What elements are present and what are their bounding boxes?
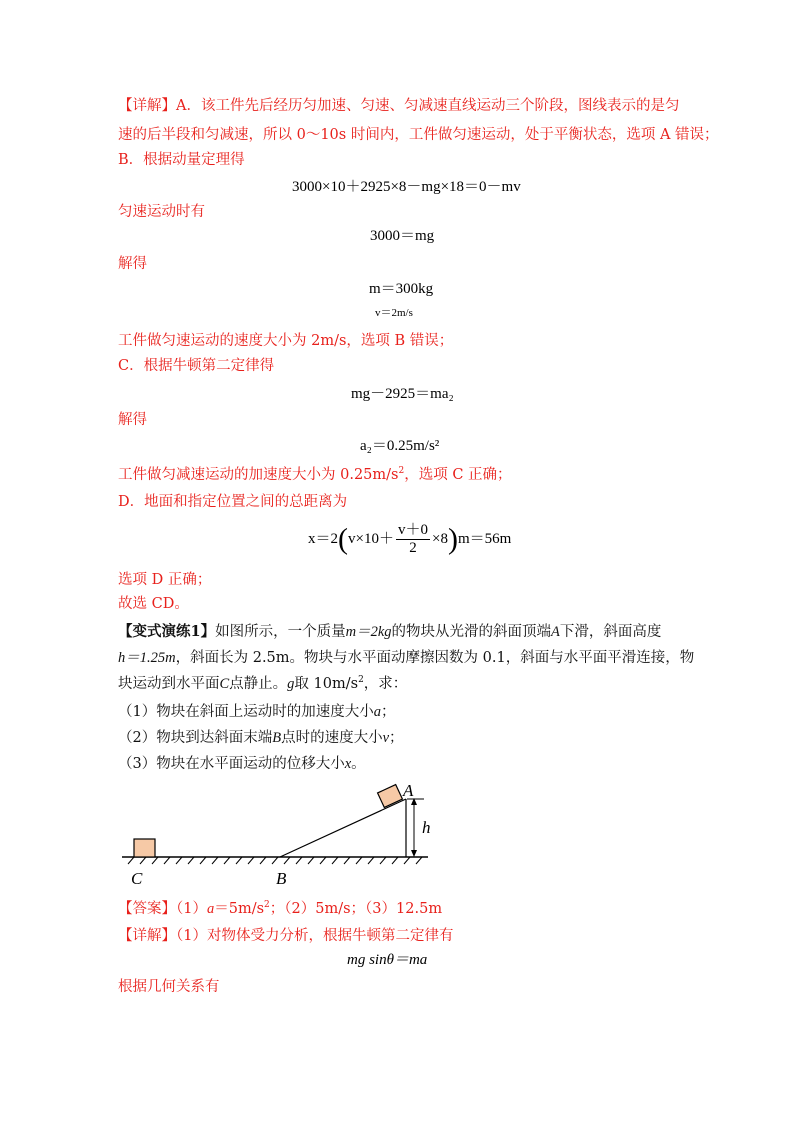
answer-line: 【答案】$(1)a=5m/s^2$；（2）5m/s；（3）12.5m — [118, 900, 443, 917]
solution-line-2: 速的后半段和匀减速，所以 0～10s 时间内，工件做匀速运动，处于平衡状态，选项 A 错误； — [118, 127, 719, 143]
solution-line-11: 选项 D 正确； — [118, 572, 212, 588]
incline-diagram — [118, 776, 438, 890]
equation-momentum: 3000×10＋2925×8－mg×18＝0－mv — [292, 179, 521, 195]
solution-line-8: 解得 — [118, 412, 147, 428]
equation-incline: mg sinθ＝ma — [347, 952, 428, 968]
question-3: （3）物块在水平面运动的位移大小x。 — [118, 756, 366, 772]
incline-surface — [280, 799, 406, 857]
exercise-line-1: 【变式演练1】如图所示，一个质量m＝2kg的物块从光滑的斜面顶端A下滑，斜面高度 — [118, 623, 662, 640]
solution-line-9: 工件做匀减速运动的加速度大小为 $0.25m/s^2$，选项 C 正确； — [118, 466, 512, 483]
block-at-c — [134, 839, 155, 857]
label-h: h — [422, 818, 431, 837]
equation-velocity: v＝2m/s — [375, 307, 413, 319]
solution-line-5: 解得 — [118, 256, 147, 272]
label-c: C — [131, 869, 143, 888]
explain-line: 【详解】（1）对物体受力分析，根据牛顿第二定律有 — [118, 928, 454, 944]
question-2: （2）物块到达斜面末端B点时的速度大小v； — [118, 730, 404, 746]
solution-line-7: C．根据牛顿第二定律得 — [118, 358, 275, 374]
exercise-line-3: 块运动到水平面C点静止。g取 $10m/s^2$，求： — [118, 675, 408, 692]
equation-newton: mg－2925＝ma₂ — [351, 386, 454, 402]
solution-line-3: B．根据动量定理得 — [118, 152, 245, 168]
question-1: （1）物块在斜面上运动时的加速度大小a； — [118, 704, 396, 720]
exercise-line-2: h＝1.25m，斜面长为 2.5m。物块与水平面动摩擦因数为 0.1，斜面与水平面平滑连接，物 — [118, 650, 695, 666]
label-a: A — [403, 781, 414, 800]
solution-line-6: 工件做匀速运动的速度大小为 2m/s，选项 B 错误； — [118, 333, 454, 349]
solution-line-12: 故选 CD。 — [118, 596, 189, 612]
solution-line-1: 【详解】A．该工件先后经历匀加速、匀速、匀减速直线运动三个阶段，图线表示的是匀 — [118, 98, 680, 114]
equation-acceleration: a₂＝0.25m/s² — [360, 438, 440, 454]
label-b: B — [276, 869, 287, 888]
solution-line-4: 匀速运动时有 — [118, 204, 205, 220]
equation-mass: m＝300kg — [369, 281, 434, 297]
explain-geometry: 根据几何关系有 — [118, 979, 220, 995]
equation-distance: x＝2(v×10＋ $\frac{v+0}{2}$ ×8)m＝56m — [308, 522, 512, 556]
equation-uniform: 3000＝mg — [370, 228, 435, 244]
block-at-a — [378, 785, 403, 808]
solution-line-10: D．地面和指定位置之间的总距离为 — [118, 494, 348, 510]
